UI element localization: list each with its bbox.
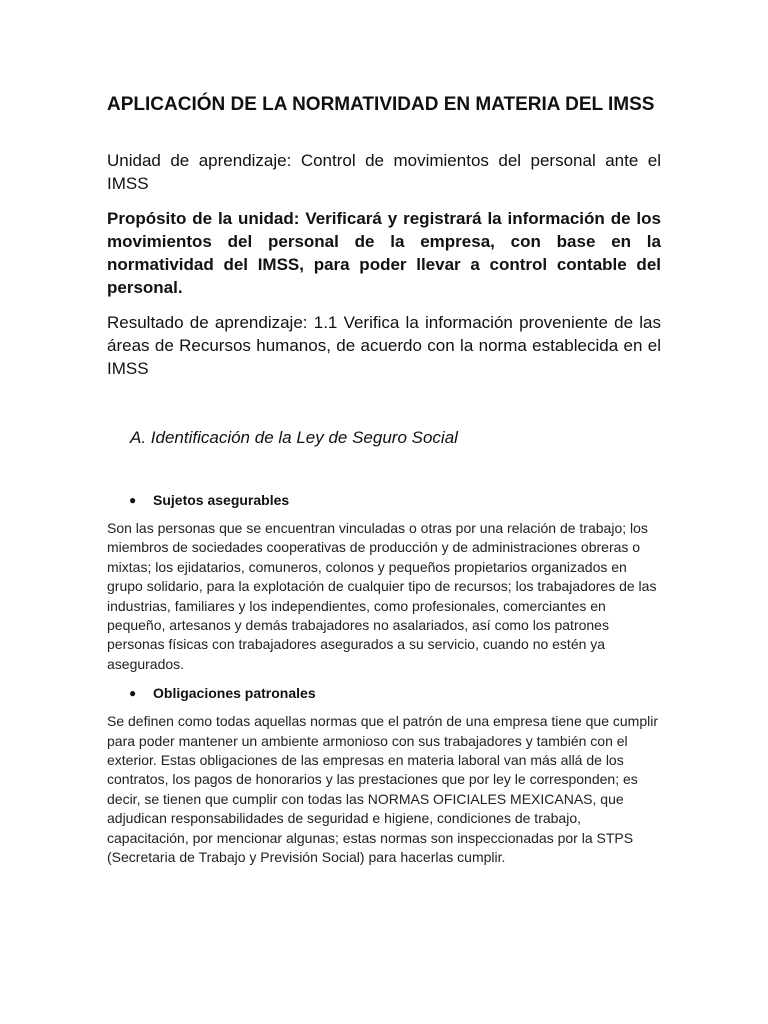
proposito-unidad [107, 207, 661, 299]
bullet-sujetos-asegurables [107, 491, 661, 509]
resultado-aprendizaje [107, 311, 661, 380]
section-heading-a: A. Identificación de la Ley de Seguro Social [130, 428, 458, 447]
proposito-value: Verificará y registrará la información de los movimientos del personal de la empresa, con base en la normatividad del IMSS, para poder llevar a control contable del personal. [107, 209, 661, 297]
paragraph-obligaciones-patronales: Se definen como todas aquellas normas que el patrón de una empresa tiene que cumplir para poder mantener un ambiente armonioso con sus trabajadores y también con el exterior. Estas obligaciones de las empresas en materia laboral van más allá de los contratos, los pagos de honorarios y las prestaciones que por ley le corresponden; es decir, se tienen que cumplir con todas las NORMAS OFICIALES MEXICANAS, que adjudican responsabilidades de seguridad e higiene, condiciones de trabajo, capacitación, por mencionar algunas; estas normas son inspeccionadas por la STPS (Secretaria de Trabajo y Previsión Social) para hacerlas cumplir. [107, 713, 659, 866]
paragraph-sujetos-asegurables: Son las personas que se encuentran vinculadas o otras por una relación de trabajo; los miembros de sociedades cooperativas de producción y de administraciones obreras o mixtas; los ejidatarios, comuneros, colonos y pequeños propietarios organizados en grupo solidario, para la explotación de cualquier tipo de recursos; los trabajadores de las industrias, familiares y los independientes, como profesionales, comerciantes en pequeño, artesanos y demás trabajadores no asalariados, así como los patrones personas físicas con trabajadores asegurados a su servicio, cuando no estén ya asegurados. [107, 520, 657, 672]
resultado-value: 1.1 Verifica la información proveniente de las áreas de Recursos humanos, de acuerdo con la norma establecida en el IMSS [107, 313, 661, 378]
bullet-heading: Sujetos asegurables [153, 492, 290, 508]
resultado-label: Resultado de aprendizaje: [107, 313, 308, 332]
unidad-label: Unidad de aprendizaje: [107, 151, 292, 170]
document-page [107, 92, 661, 868]
bullet-icon: ● [129, 493, 137, 507]
bullet-icon: ● [129, 686, 137, 701]
document-title: APLICACIÓN DE LA NORMATIVIDAD EN MATERIA DEL IMSS [107, 94, 655, 115]
unidad-aprendizaje [107, 149, 661, 195]
bullet-heading: Obligaciones patronales [153, 685, 316, 702]
unidad-value: Control de movimientos del personal ante el IMSS [107, 151, 661, 193]
bullet-obligaciones-patronales [107, 684, 661, 702]
proposito-label: Propósito de la unidad: [107, 209, 300, 228]
